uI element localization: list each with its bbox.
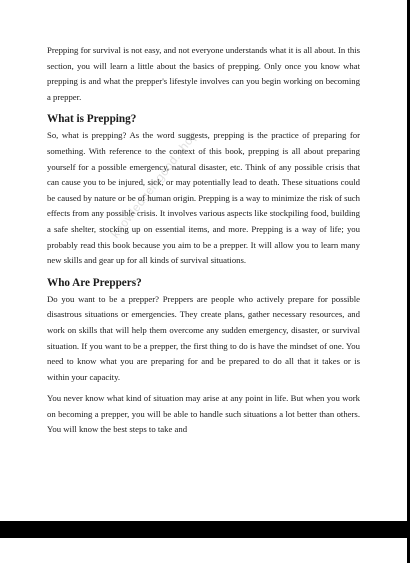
intro-paragraph: Prepping for survival is not easy, and not everyone understands what it is all about. In this section, you will learn a little about the basics of prepping. Only once you know what prepping is and what the prepper's lifestyle involves can you begin working on becoming a prepper.: [47, 45, 360, 102]
who-are-preppers-paragraph-2: You never know what kind of situation may arise at any point in life. But when you work on becoming a prepper, you will be able to handle such situations a lot better than others. You will know the best steps to take and: [47, 393, 360, 435]
who-are-preppers-paragraph-1: Do you want to be a prepper? Preppers are people who actively prepare for possible disastrous situations or emergencies. They create plans, gather necessary resources, and work on skills that will help them overcome any sudden emergency, disaster, or survival situation. If you want to be a prepper, the first thing to do is have the mindset of one. You need to know what you are preparing for and be prepared to do all that it takes or is within your capacity.: [47, 293, 360, 382]
watermark-text: knowledgeisgood.shop: [108, 127, 201, 241]
what-is-prepping-paragraph: So, what is prepping? As the word suggests, prepping is the practice of preparing for something. With reference to the context of this book, prepping is all about preparing yourself for a possible emergency, natural disaster, etc. Think of any possible crisis that can cause you to be injured, sick, or may potentially lead to death. These situations could be caused by nature or be of human origin. Prepping is a way to minimize the risk of such effects from any possible crisis. It involves various aspects like stockpiling food, building a safe shelter, stocking up on essential items, and more. Prepping is a way of life; you probably read this book because you aim to be a prepper. It will allow you to learn many new skills and gear up for all kinds of survival situations.: [47, 130, 360, 266]
document-body: [47, 43, 360, 444]
section-heading-who-are-preppers: Who Are Preppers?: [47, 276, 142, 289]
section-heading-what-is-prepping: What is Prepping?: [47, 113, 137, 126]
page-bottom-bar: [0, 521, 410, 538]
